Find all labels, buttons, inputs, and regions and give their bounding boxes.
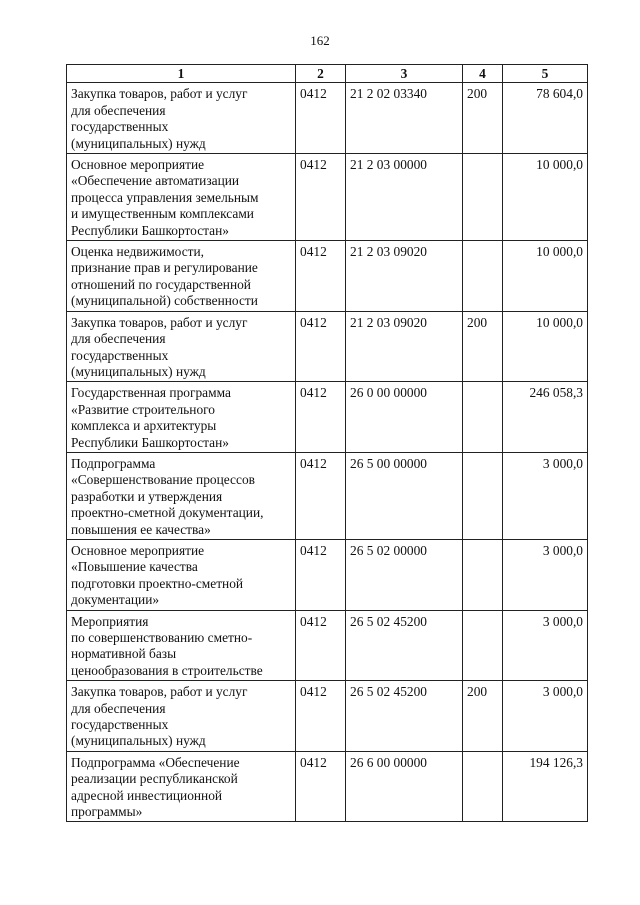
table-row	[67, 452, 588, 539]
row-type	[463, 241, 503, 312]
row-amount: 10 000,0	[503, 311, 588, 382]
row-name: Государственная программа «Развитие строительного комплекса и архитектуры Республики Башкортостан»	[67, 382, 296, 453]
table-row	[67, 751, 588, 822]
row-code: 21 2 02 03340	[346, 83, 463, 154]
row-name: Подпрограмма «Совершенствование процессов разработки и утверждения проектно-сметной документации, повышения ее качества»	[67, 452, 296, 539]
table-row	[67, 154, 588, 241]
row-amount: 3 000,0	[503, 681, 588, 752]
row-name: Основное мероприятие «Повышение качества подготовки проектно-сметной документации»	[67, 539, 296, 610]
row-code: 26 5 02 00000	[346, 539, 463, 610]
row-name: Закупка товаров, работ и услуг для обеспечения государственных (муниципальных) нужд	[67, 83, 296, 154]
row-code: 21 2 03 09020	[346, 241, 463, 312]
row-type	[463, 751, 503, 822]
row-type: 200	[463, 681, 503, 752]
row-code: 21 2 03 00000	[346, 154, 463, 241]
row-name: Основное мероприятие «Обеспечение автоматизации процесса управления земельным и имущественным комплексами Республики Башкортостан»	[67, 154, 296, 241]
row-name: Подпрограмма «Обеспечение реализации республиканской адресной инвестиционной программы»	[67, 751, 296, 822]
row-type: 200	[463, 83, 503, 154]
row-name: Мероприятия по совершенствованию сметно- нормативной базы ценообразования в строительстве	[67, 610, 296, 681]
column-header-5: 5	[503, 65, 588, 83]
row-section: 0412	[296, 610, 346, 681]
row-section: 0412	[296, 241, 346, 312]
row-amount: 246 058,3	[503, 382, 588, 453]
row-type: 200	[463, 311, 503, 382]
row-amount: 3 000,0	[503, 452, 588, 539]
row-type	[463, 610, 503, 681]
header-row	[67, 65, 588, 83]
row-type	[463, 154, 503, 241]
row-section: 0412	[296, 382, 346, 453]
table-row	[67, 241, 588, 312]
table-row	[67, 83, 588, 154]
row-section: 0412	[296, 83, 346, 154]
row-amount: 3 000,0	[503, 610, 588, 681]
table-row	[67, 681, 588, 752]
row-code: 26 5 00 00000	[346, 452, 463, 539]
column-header-4: 4	[463, 65, 503, 83]
row-section: 0412	[296, 681, 346, 752]
table-row	[67, 311, 588, 382]
row-section: 0412	[296, 539, 346, 610]
row-section: 0412	[296, 154, 346, 241]
row-section: 0412	[296, 751, 346, 822]
row-amount: 194 126,3	[503, 751, 588, 822]
row-name: Оценка недвижимости, признание прав и регулирование отношений по государственной (муниципальной) собственности	[67, 241, 296, 312]
row-type	[463, 539, 503, 610]
row-code: 21 2 03 09020	[346, 311, 463, 382]
row-code: 26 5 02 45200	[346, 681, 463, 752]
table-row	[67, 610, 588, 681]
row-name: Закупка товаров, работ и услуг для обеспечения государственных (муниципальных) нужд	[67, 681, 296, 752]
table-row	[67, 382, 588, 453]
column-header-3: 3	[346, 65, 463, 83]
row-type	[463, 382, 503, 453]
row-type	[463, 452, 503, 539]
row-code: 26 6 00 00000	[346, 751, 463, 822]
row-code: 26 5 02 45200	[346, 610, 463, 681]
column-header-2: 2	[296, 65, 346, 83]
row-code: 26 0 00 00000	[346, 382, 463, 453]
table-row	[67, 539, 588, 610]
row-amount: 3 000,0	[503, 539, 588, 610]
row-amount: 78 604,0	[503, 83, 588, 154]
page-number: 162	[310, 33, 330, 48]
row-amount: 10 000,0	[503, 154, 588, 241]
row-name: Закупка товаров, работ и услуг для обеспечения государственных (муниципальных) нужд	[67, 311, 296, 382]
column-header-1: 1	[67, 65, 296, 83]
row-section: 0412	[296, 311, 346, 382]
budget-table	[66, 64, 588, 822]
row-amount: 10 000,0	[503, 241, 588, 312]
row-section: 0412	[296, 452, 346, 539]
